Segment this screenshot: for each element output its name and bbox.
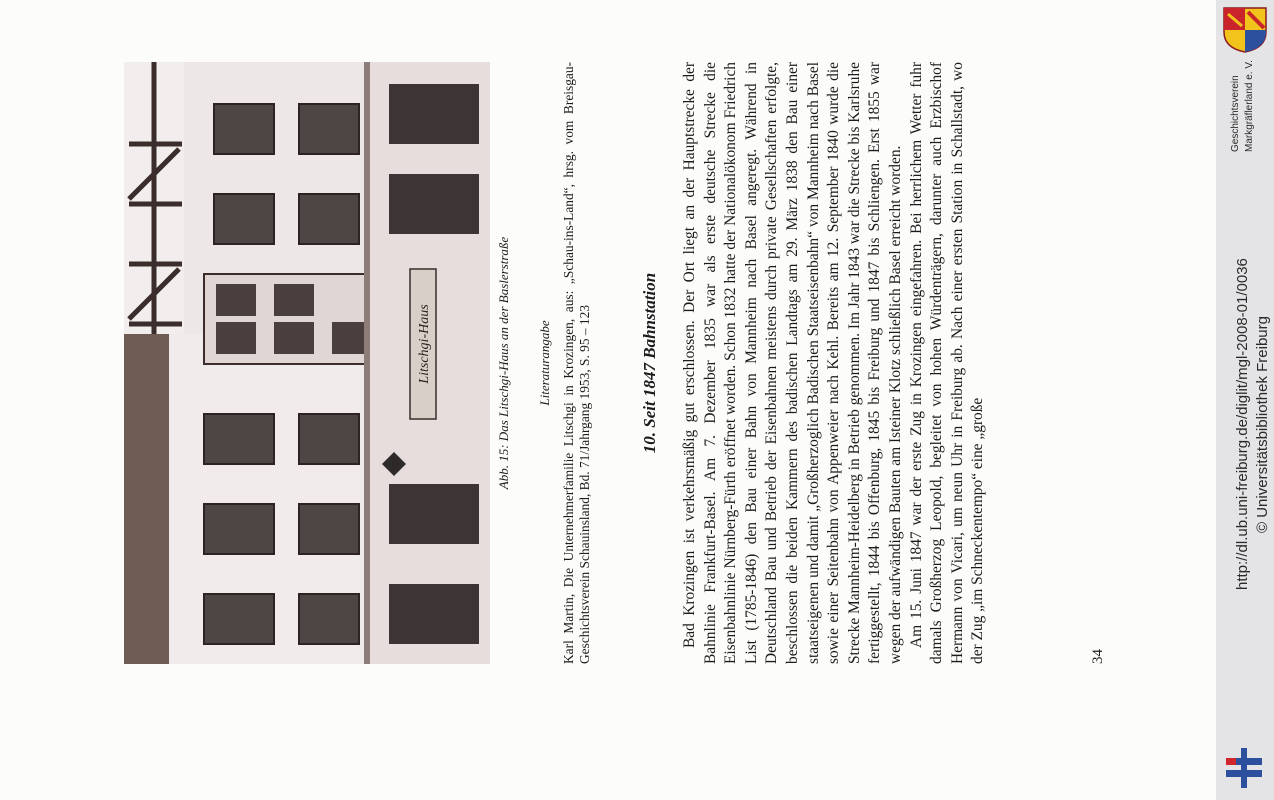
coat-of-arms-icon bbox=[1222, 6, 1268, 54]
section-title: 10. Seit 1847 Bahnstation bbox=[640, 272, 659, 454]
org-name-line2: Markgräflerland e. V. bbox=[1244, 60, 1255, 152]
paragraph: Bad Krozingen ist verkehrsmäßig gut erschlossen. Der Ort liegt an der Hauptstrecke der Bahnlinie Frankfurt-Basel. Am 7. Dezember 1835 war als erste deutsche Strecke die Eisenbahnlinie Nürnberg-Fürth eröffnet worden. Schon 1832 hatte der Nationalökonom Friedrich List (1785-1846) den Bau einer Bahn von Mannheim nach Basel angeregt. Während in Deutschland Bau und Betrieb der Eisenbahnen meistens durch private Gesellschaften erfolgte, beschlossen die beiden Kammern des badischen Landtags am 29. März 1838 den Bau einer staatseigenen und damit „Großherzoglich Badischen Staatseisenbahn“ von Mannheim nach Basel sowie einer Seitenbahn von Appenweier nach Kehl. Bereits am 12. September 1840 wurde die Strecke Mannheim-Heidelberg in Betrieb genommen. Im Jahr 1843 war die Strecke bis Karlsruhe fertiggestellt, 1844 bis Offenburg, 1845 bis Freiburg und 1847 bis Schliengen. Erst 1855 war wegen der aufwändigen Bauten am Isteiner Klotz schließlich Basel erreicht worden. bbox=[681, 62, 904, 664]
org-name-line1: Geschichtsverein bbox=[1230, 75, 1241, 152]
paragraph: Am 15. Juni 1847 war der erste Zug in Krozingen eingefahren. Bei herrlichem Wetter fuhr damals Großherzog Leopold, begleitet von hohen Würdenträgern, darunter auch Erzbischof Hermann von Vicari, um neun Uhr in Freiburg ab. Nach einer ersten Station in Schallstadt, wo der Zug „im Schneckentempo“ eine „große bbox=[907, 62, 987, 664]
literature-heading: Literaturangabe bbox=[537, 320, 552, 406]
viewer-sidebar bbox=[1216, 0, 1274, 800]
figure-caption: Abb. 15: Das Litschgi-Haus an der Baslerstraße bbox=[496, 236, 511, 490]
building-photo bbox=[124, 62, 490, 664]
litschgi-haus-illustration bbox=[124, 62, 490, 664]
photo-sign-text: Litschgi-Haus bbox=[417, 304, 432, 384]
library-logo-icon[interactable] bbox=[1226, 748, 1262, 788]
page-number: 34 bbox=[1090, 649, 1106, 664]
copyright-notice: © Universitätsbibliothek Freiburg bbox=[1254, 316, 1271, 533]
literature-text: Karl Martin, Die Unternehmerfamilie Litschgi in Krozingen, aus: „Schau-ins-Land“, hrsg. vom Breisgau-Geschichtsverein Schauinsland, Bd. 71/Jahrgang 1953, S. 95 – 123 bbox=[561, 62, 592, 664]
body-text bbox=[680, 62, 989, 664]
permalink-url[interactable]: http://dl.ub.uni-freiburg.de/diglit/mgl-2008-01/0036 bbox=[1234, 258, 1251, 590]
